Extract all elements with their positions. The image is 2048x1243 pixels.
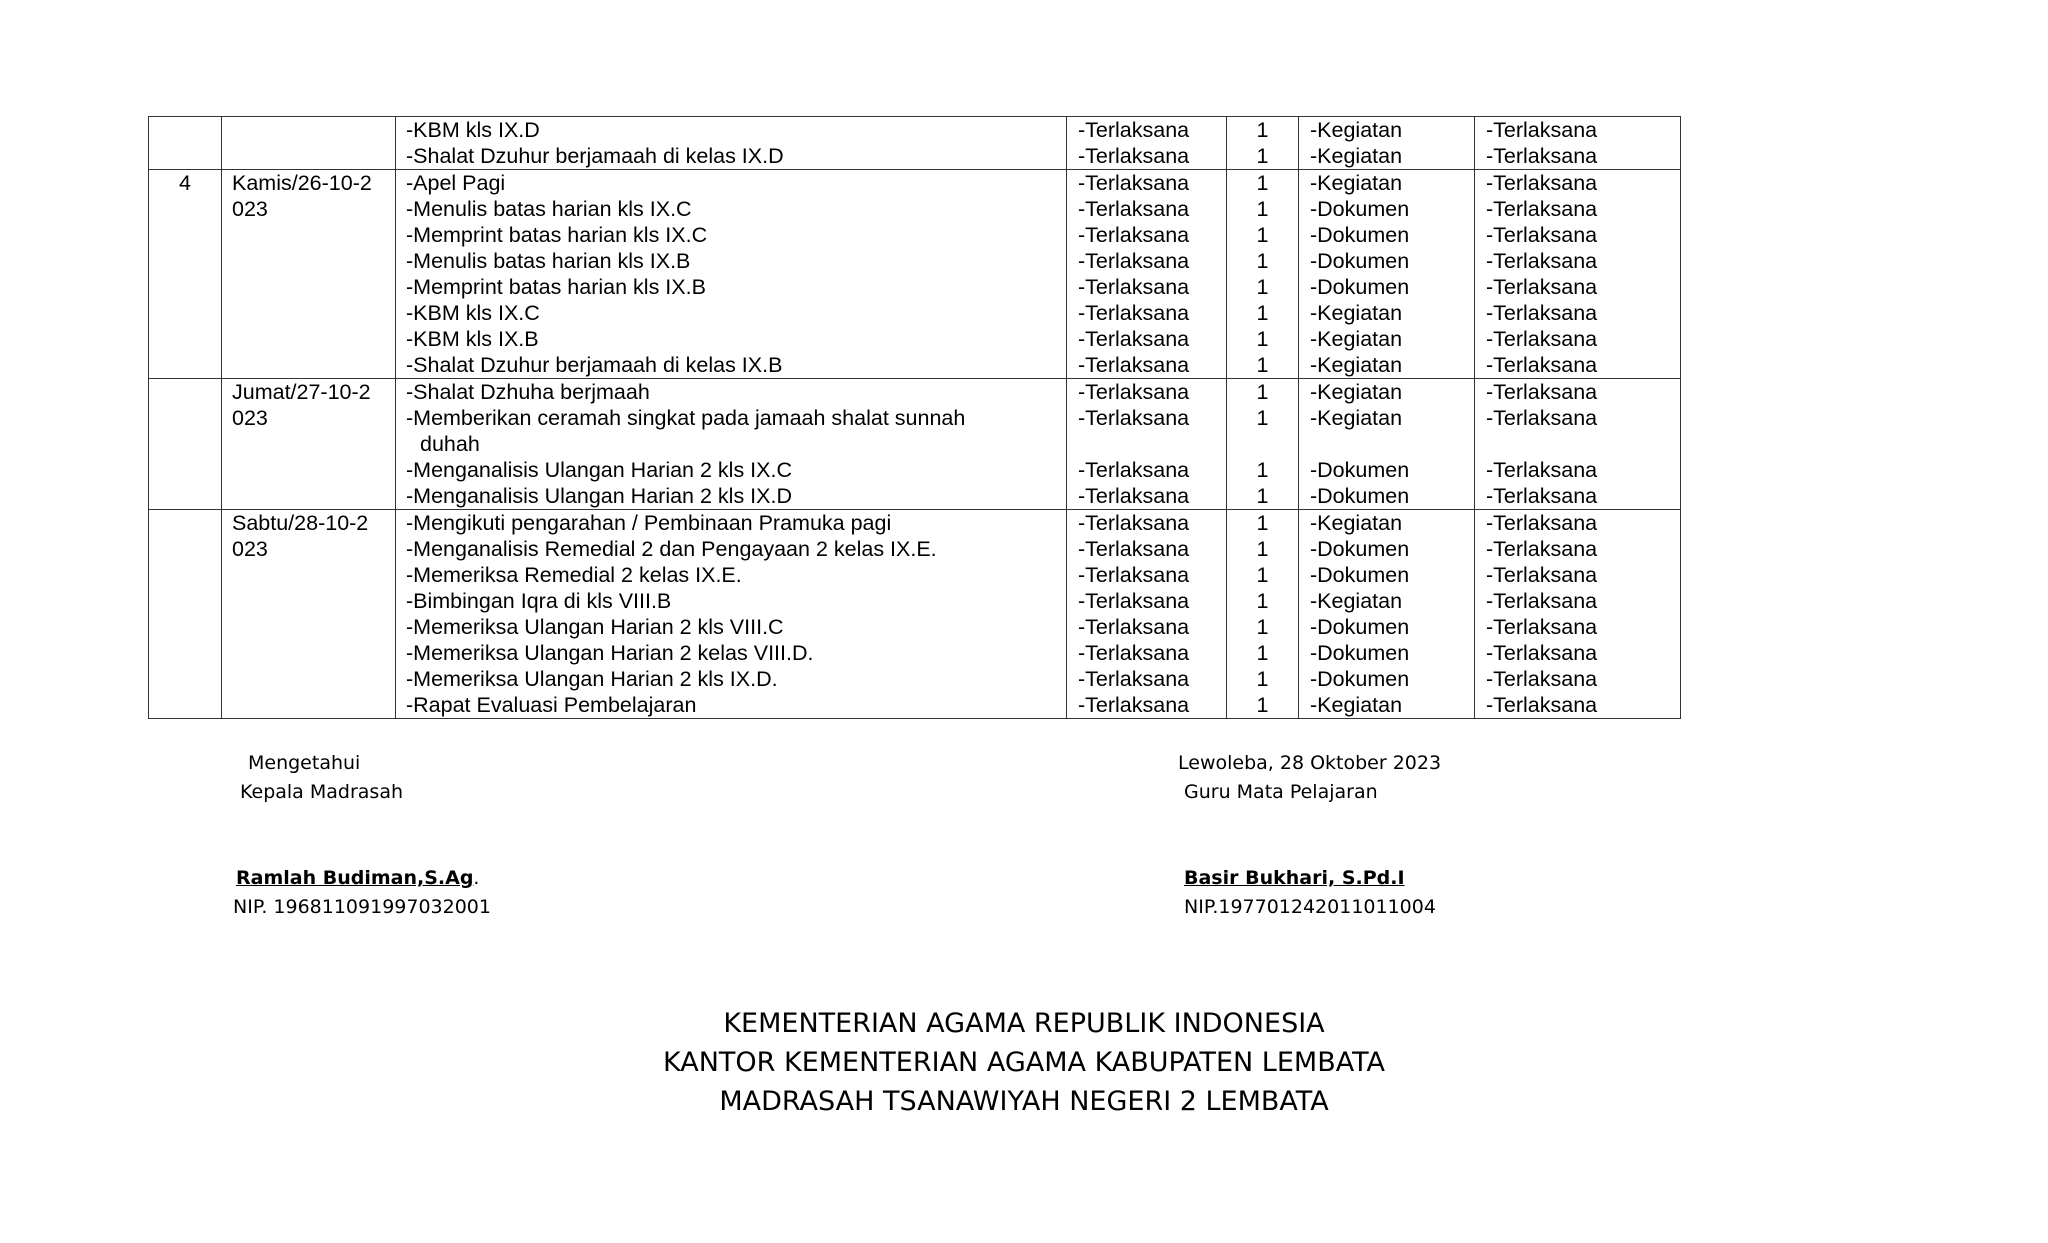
unit-text: -Dokumen xyxy=(1310,641,1410,665)
status-text: -Terlaksana xyxy=(1078,144,1190,168)
activity-text: -Bimbingan Iqra di kls VIII.B xyxy=(406,589,672,613)
result-text: -Terlaksana xyxy=(1486,171,1598,195)
result-text: -Terlaksana xyxy=(1486,275,1598,299)
unit-text: -Kegiatan xyxy=(1310,144,1403,168)
activity-text: -Mengikuti pengarahan / Pembinaan Pramuka pagi xyxy=(406,511,892,535)
quantity-text: 1 xyxy=(1256,615,1269,639)
quantity-text: 1 xyxy=(1256,380,1269,404)
unit-text: -Kegiatan xyxy=(1310,406,1403,430)
result-cell xyxy=(1475,510,1681,719)
status-text: -Terlaksana xyxy=(1078,563,1190,587)
status-text: -Terlaksana xyxy=(1078,589,1190,613)
unit-text: -Kegiatan xyxy=(1310,171,1403,195)
activity-text: -KBM kls IX.D xyxy=(406,118,540,142)
letterhead-line-ministry: KEMENTERIAN AGAMA REPUBLIK INDONESIA xyxy=(723,1008,1325,1039)
activity-text: -Memeriksa Ulangan Harian 2 kls VIII.C xyxy=(406,615,784,639)
unit-cell xyxy=(1299,379,1475,510)
result-text: -Terlaksana xyxy=(1486,589,1598,613)
activity-text: -Memeriksa Ulangan Harian 2 kelas VIII.D. xyxy=(406,641,814,665)
status-text: -Terlaksana xyxy=(1078,537,1190,561)
letterhead xyxy=(0,1004,2048,1121)
day-date-cell xyxy=(222,379,396,510)
principal-title: Kepala Madrasah xyxy=(240,781,404,803)
activity-cell xyxy=(396,379,1067,510)
row-number: 4 xyxy=(179,171,191,195)
unit-text: -Kegiatan xyxy=(1310,118,1403,142)
result-text: -Terlaksana xyxy=(1486,641,1598,665)
quantity-text: 1 xyxy=(1256,667,1269,691)
activity-text: -Menganalisis Ulangan Harian 2 kls IX.D xyxy=(406,484,792,508)
principal-name-suffix: . xyxy=(473,867,480,889)
unit-text: -Kegiatan xyxy=(1310,511,1403,535)
teacher-nip: NIP.197701242011011004 xyxy=(1184,896,1436,918)
status-text: -Terlaksana xyxy=(1078,249,1190,273)
result-text: -Terlaksana xyxy=(1486,458,1598,482)
activity-text: -Menganalisis Ulangan Harian 2 kls IX.C xyxy=(406,458,792,482)
unit-text: -Dokumen xyxy=(1310,458,1410,482)
row-number xyxy=(149,510,221,536)
quantity-text: 1 xyxy=(1256,484,1269,508)
unit-text: -Kegiatan xyxy=(1310,353,1403,377)
row-number-cell xyxy=(149,379,222,510)
quantity-text: 1 xyxy=(1256,458,1269,482)
unit-text: -Kegiatan xyxy=(1310,380,1403,404)
unit-text: -Dokumen xyxy=(1310,563,1410,587)
teacher-role: Guru Mata Pelajaran xyxy=(1184,781,1378,803)
activity-cell xyxy=(396,510,1067,719)
day-date-cell xyxy=(222,170,396,379)
activity-report-table xyxy=(148,116,1681,719)
status-text: -Terlaksana xyxy=(1078,667,1190,691)
status-text: -Terlaksana xyxy=(1078,223,1190,247)
quantity-text: 1 xyxy=(1256,197,1269,221)
quantity-cell xyxy=(1227,379,1299,510)
status-cell xyxy=(1067,117,1227,170)
quantity-text: 1 xyxy=(1256,563,1269,587)
quantity-text: 1 xyxy=(1256,353,1269,377)
unit-text: -Dokumen xyxy=(1310,275,1410,299)
unit-text: -Kegiatan xyxy=(1310,589,1403,613)
status-text: -Terlaksana xyxy=(1078,406,1190,430)
result-cell xyxy=(1475,117,1681,170)
quantity-cell xyxy=(1227,117,1299,170)
unit-cell xyxy=(1299,117,1475,170)
row-number-cell xyxy=(149,510,222,719)
status-text: -Terlaksana xyxy=(1078,171,1190,195)
quantity-text: 1 xyxy=(1256,693,1269,717)
place-date: Lewoleba, 28 Oktober 2023 xyxy=(1178,752,1442,774)
result-text: -Terlaksana xyxy=(1486,563,1598,587)
unit-text: -Dokumen xyxy=(1310,615,1410,639)
table-row xyxy=(149,170,1681,379)
result-cell xyxy=(1475,379,1681,510)
unit-cell xyxy=(1299,170,1475,379)
quantity-text: 1 xyxy=(1256,301,1269,325)
activity-text: -KBM kls IX.C xyxy=(406,301,540,325)
result-text: -Terlaksana xyxy=(1486,223,1598,247)
unit-text: -Kegiatan xyxy=(1310,301,1403,325)
result-text: -Terlaksana xyxy=(1486,118,1598,142)
row-number xyxy=(149,379,221,405)
unit-text: -Kegiatan xyxy=(1310,327,1403,351)
result-text: -Terlaksana xyxy=(1486,301,1598,325)
day-date-cell xyxy=(222,510,396,719)
status-text: -Terlaksana xyxy=(1078,484,1190,508)
status-text: -Terlaksana xyxy=(1078,641,1190,665)
status-text: -Terlaksana xyxy=(1078,511,1190,535)
table-row xyxy=(149,510,1681,719)
table-row xyxy=(149,117,1681,170)
day-date-cell xyxy=(222,117,396,170)
status-text: -Terlaksana xyxy=(1078,353,1190,377)
activity-text: -Menulis batas harian kls IX.C xyxy=(406,197,692,221)
result-text: -Terlaksana xyxy=(1486,693,1598,717)
activity-text: -Apel Pagi xyxy=(406,171,506,195)
row-number xyxy=(149,117,221,143)
result-cell xyxy=(1475,170,1681,379)
result-text: -Terlaksana xyxy=(1486,327,1598,351)
status-text: -Terlaksana xyxy=(1078,118,1190,142)
unit-text: -Kegiatan xyxy=(1310,693,1403,717)
activity-text: -Shalat Dzuhur berjamaah di kelas IX.D xyxy=(406,144,784,168)
row-number-cell xyxy=(149,170,222,379)
status-cell xyxy=(1067,170,1227,379)
result-text: -Terlaksana xyxy=(1486,615,1598,639)
activity-text: -Memeriksa Ulangan Harian 2 kls IX.D. xyxy=(406,667,778,691)
status-text: -Terlaksana xyxy=(1078,197,1190,221)
status-text: -Terlaksana xyxy=(1078,327,1190,351)
unit-cell xyxy=(1299,510,1475,719)
status-cell xyxy=(1067,379,1227,510)
quantity-text: 1 xyxy=(1256,537,1269,561)
quantity-text: 1 xyxy=(1256,118,1269,142)
quantity-text: 1 xyxy=(1256,641,1269,665)
status-text: -Terlaksana xyxy=(1078,275,1190,299)
result-text: -Terlaksana xyxy=(1486,380,1598,404)
quantity-text: 1 xyxy=(1256,275,1269,299)
letterhead-line-school: MADRASAH TSANAWIYAH NEGERI 2 LEMBATA xyxy=(719,1086,1329,1117)
activity-text: -Memprint batas harian kls IX.B xyxy=(406,275,706,299)
activity-text: -Shalat Dzhuha berjmaah xyxy=(406,380,650,404)
unit-text: -Dokumen xyxy=(1310,484,1410,508)
activity-cell xyxy=(396,170,1067,379)
unit-text: -Dokumen xyxy=(1310,667,1410,691)
result-text: -Terlaksana xyxy=(1486,249,1598,273)
status-text: -Terlaksana xyxy=(1078,301,1190,325)
status-text: -Terlaksana xyxy=(1078,458,1190,482)
letterhead-line-office: KANTOR KEMENTERIAN AGAMA KABUPATEN LEMBATA xyxy=(663,1047,1385,1078)
activity-text: -Memberikan ceramah singkat pada jamaah shalat sunnah duhah xyxy=(406,406,966,456)
activity-text: -KBM kls IX.B xyxy=(406,327,539,351)
activity-text: -Memeriksa Remedial 2 kelas IX.E. xyxy=(406,563,742,587)
day-date: Jumat/27-10-2023 xyxy=(232,380,371,430)
quantity-text: 1 xyxy=(1256,511,1269,535)
day-date: Kamis/26-10-2023 xyxy=(232,171,372,221)
status-text: -Terlaksana xyxy=(1078,615,1190,639)
result-text: -Terlaksana xyxy=(1486,484,1598,508)
principal-name-line xyxy=(236,866,479,890)
quantity-text: 1 xyxy=(1256,249,1269,273)
quantity-text: 1 xyxy=(1256,327,1269,351)
quantity-text: 1 xyxy=(1256,406,1269,430)
activity-text: -Menganalisis Remedial 2 dan Pengayaan 2 kelas IX.E. xyxy=(406,537,937,561)
quantity-text: 1 xyxy=(1256,144,1269,168)
result-text: -Terlaksana xyxy=(1486,197,1598,221)
quantity-text: 1 xyxy=(1256,171,1269,195)
result-text: -Terlaksana xyxy=(1486,537,1598,561)
teacher-name: Basir Bukhari, S.Pd.I xyxy=(1184,867,1405,889)
unit-text: -Dokumen xyxy=(1310,223,1410,247)
quantity-text: 1 xyxy=(1256,589,1269,613)
activity-text: -Menulis batas harian kls IX.B xyxy=(406,249,691,273)
status-text: -Terlaksana xyxy=(1078,380,1190,404)
activity-text: -Memprint batas harian kls IX.C xyxy=(406,223,708,247)
activity-text: -Shalat Dzuhur berjamaah di kelas IX.B xyxy=(406,353,783,377)
result-text: -Terlaksana xyxy=(1486,511,1598,535)
unit-text: -Dokumen xyxy=(1310,249,1410,273)
principal-name: Ramlah Budiman,S.Ag xyxy=(236,867,474,889)
result-text: -Terlaksana xyxy=(1486,144,1598,168)
result-text: -Terlaksana xyxy=(1486,406,1598,430)
table-row xyxy=(149,379,1681,510)
result-text: -Terlaksana xyxy=(1486,667,1598,691)
quantity-cell xyxy=(1227,510,1299,719)
principal-nip: NIP. 196811091997032001 xyxy=(233,896,491,918)
result-text: -Terlaksana xyxy=(1486,353,1598,377)
activity-cell xyxy=(396,117,1067,170)
unit-text: -Dokumen xyxy=(1310,197,1410,221)
row-number-cell xyxy=(149,117,222,170)
status-text: -Terlaksana xyxy=(1078,693,1190,717)
acknowledged-label: Mengetahui xyxy=(248,752,361,774)
status-cell xyxy=(1067,510,1227,719)
day-date: Sabtu/28-10-2023 xyxy=(232,511,369,561)
quantity-text: 1 xyxy=(1256,223,1269,247)
unit-text: -Dokumen xyxy=(1310,537,1410,561)
quantity-cell xyxy=(1227,170,1299,379)
activity-text: -Rapat Evaluasi Pembelajaran xyxy=(406,693,697,717)
